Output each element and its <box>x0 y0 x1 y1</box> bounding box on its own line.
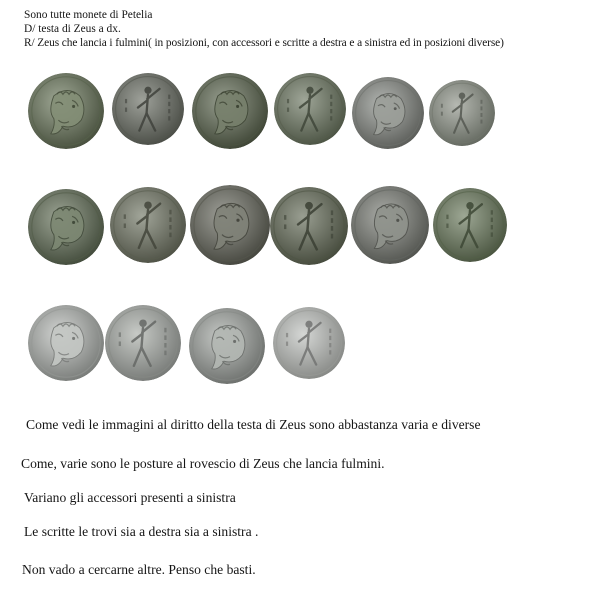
coin-obverse-zeus-head <box>189 308 265 384</box>
paragraph-5: Non vado a cercarne altre. Penso che basti. <box>22 562 256 577</box>
coin-obverse-zeus-head <box>352 77 424 149</box>
coin-obverse-zeus-head <box>192 73 268 149</box>
coin-reverse-zeus-thunderbolt <box>273 307 345 379</box>
paragraph-1: Come vedi le immagini al diritto della testa di Zeus sono abbastanza varia e diverse <box>26 417 481 432</box>
header-line-3: R/ Zeus che lancia i fulmini( in posizioni, con accessori e scritte a destra e a sinistra ed in posizioni diverse) <box>24 37 504 49</box>
paragraph-3: Variano gli accessori presenti a sinistra <box>24 490 236 505</box>
coin-obverse-zeus-head <box>190 185 270 265</box>
paragraph-2: Come, varie sono le posture al rovescio di Zeus che lancia fulmini. <box>21 456 385 471</box>
coin-reverse-zeus-thunderbolt <box>112 73 184 145</box>
coin-obverse-zeus-head <box>28 305 104 381</box>
coin-reverse-zeus-thunderbolt <box>429 80 495 146</box>
coin-reverse-zeus-thunderbolt <box>110 187 186 263</box>
coin-obverse-zeus-head <box>351 186 429 264</box>
header-line-2: D/ testa di Zeus a dx. <box>24 23 121 35</box>
paragraph-4: Le scritte le trovi sia a destra sia a sinistra . <box>24 524 259 539</box>
coin-obverse-zeus-head <box>28 189 104 265</box>
coin-reverse-zeus-thunderbolt <box>433 188 507 262</box>
coin-reverse-zeus-thunderbolt <box>270 187 348 265</box>
coin-reverse-zeus-thunderbolt <box>274 73 346 145</box>
coin-reverse-zeus-thunderbolt <box>105 305 181 381</box>
coin-obverse-zeus-head <box>28 73 104 149</box>
header-line-1: Sono tutte monete di Petelia <box>24 9 153 21</box>
